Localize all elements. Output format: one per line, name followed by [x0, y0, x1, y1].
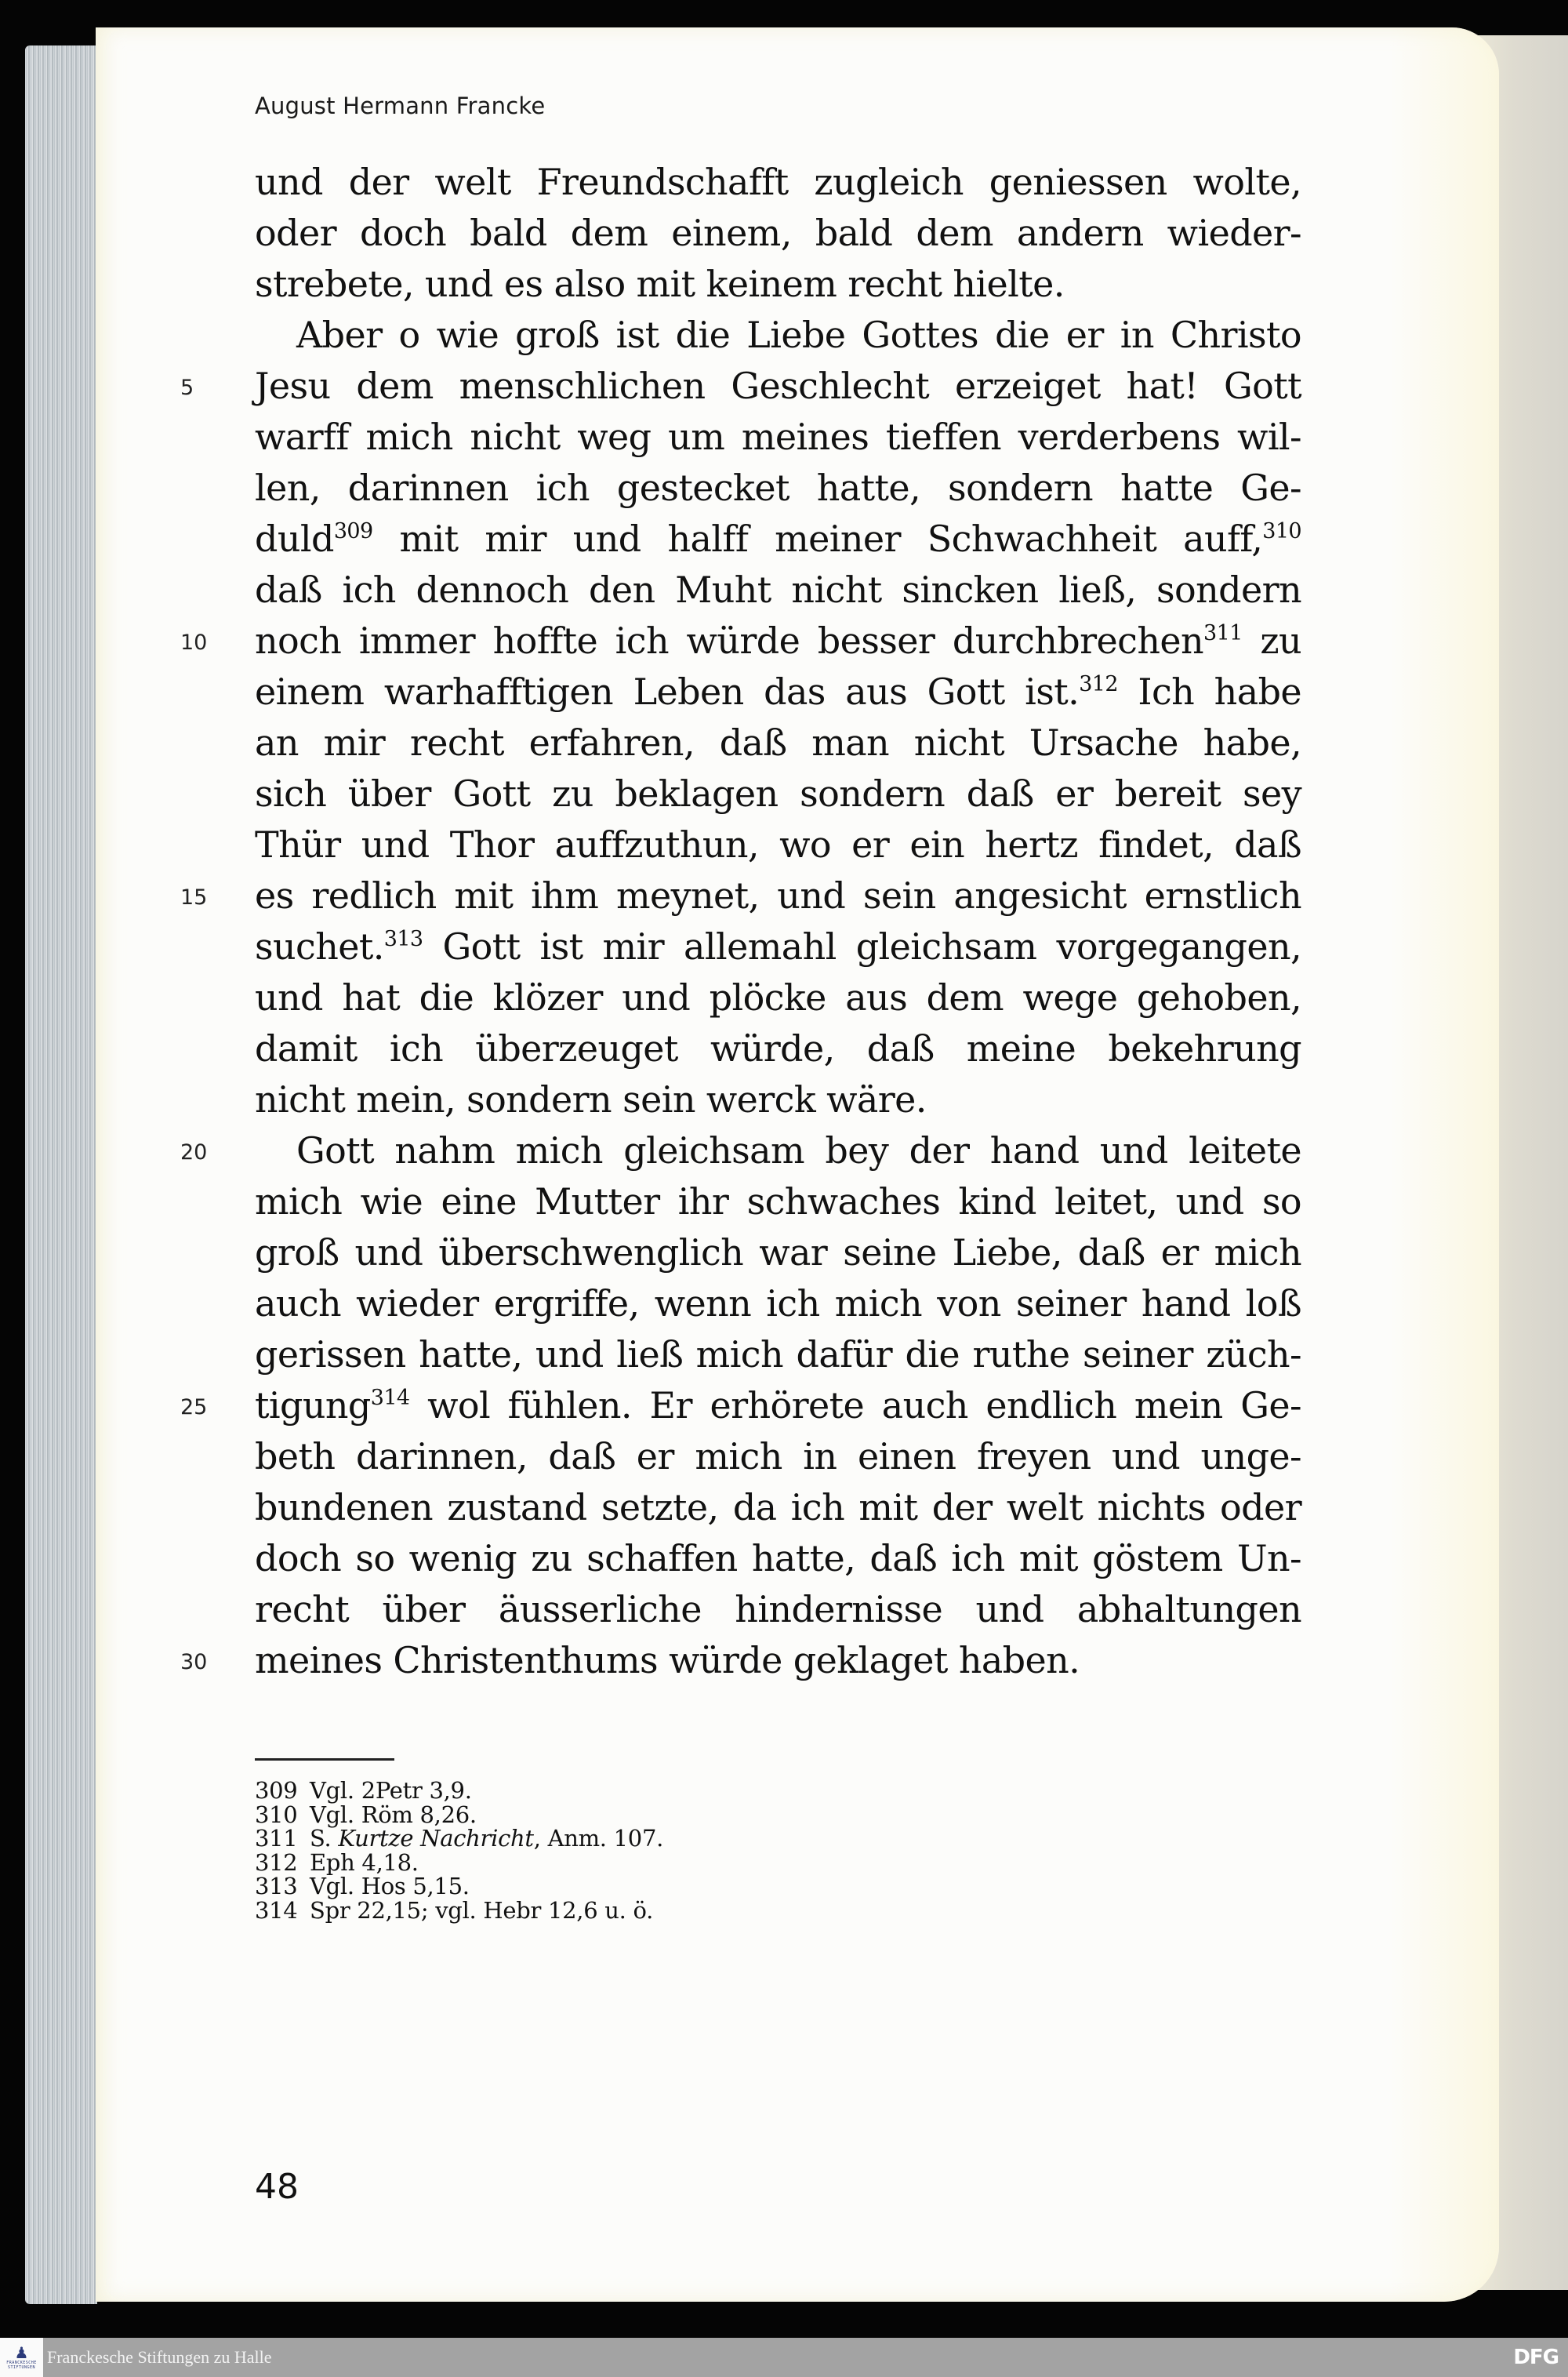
text-run: warff mich nicht weg um meines tieffen verderbens wil-: [255, 416, 1301, 458]
footnote: [255, 1874, 663, 1899]
text-line: [180, 361, 1301, 412]
footnote-title: Kurtze Nachricht: [338, 1825, 534, 1852]
footnote-ref[interactable]: 310: [1262, 519, 1301, 543]
footnote-number: 310: [255, 1801, 298, 1828]
text-run: doch so wenig zu schaffen hatte, daß ich mit göstem Un-: [255, 1537, 1301, 1579]
footnote-text: Eph 4,18.: [310, 1848, 419, 1876]
text-run: Thür und Thor auffzuthun, wo er ein hertz findet, daß: [255, 823, 1301, 866]
text-line: [255, 1329, 1301, 1380]
text-line: [255, 769, 1301, 820]
line-number: 25: [180, 1395, 208, 1419]
text-run: und hat die klözer und plöcke aus dem wege gehoben,: [255, 976, 1301, 1019]
footnote: [255, 1896, 663, 1924]
text-run: Ich habe: [1117, 671, 1302, 713]
text-line: [255, 157, 1301, 208]
line-number: 5: [180, 376, 194, 400]
text-line: [255, 1431, 1301, 1482]
institution-name[interactable]: Franckesche Stiftungen zu Halle: [47, 2347, 272, 2367]
page-stack-edge: [25, 45, 97, 2304]
text-run: mit mir und halff meiner Schwachheit auff,: [372, 518, 1263, 560]
francke-monument-icon: ♟: [14, 2343, 29, 2362]
text-run: duld: [255, 518, 334, 560]
text-line: [255, 1176, 1301, 1227]
text-line: [255, 565, 1301, 616]
line-number: 20: [180, 1140, 208, 1165]
text-line: [255, 1074, 1301, 1125]
text-run: bundenen zustand setzte, da ich mit der welt nichts oder: [255, 1486, 1301, 1528]
footnote-number: 311: [255, 1825, 298, 1852]
text-run: es redlich mit ihm meynet, und sein angesicht ernstlich: [255, 874, 1301, 917]
text-line: [255, 1227, 1301, 1278]
text-run: noch immer hoffte ich würde besser durchbrechen: [255, 620, 1204, 662]
text-run: Gott nahm mich gleichsam bey der hand und leitete: [296, 1129, 1301, 1172]
text-run: meines Christenthums würde geklaget haben.: [255, 1639, 1080, 1681]
body-text: [180, 157, 1302, 1686]
footnote: [255, 1848, 663, 1876]
footnote: [255, 1826, 663, 1851]
footnote: [255, 1779, 663, 1803]
text-line: [180, 1125, 1301, 1176]
text-run: damit ich überzeuget würde, daß meine bekehrung: [255, 1027, 1301, 1070]
text-run: tigung: [255, 1384, 371, 1427]
text-run: sich über Gott zu beklagen sondern daß er bereit sey: [255, 772, 1301, 815]
text-line: [255, 514, 1301, 565]
footnote-ref[interactable]: 311: [1203, 621, 1243, 645]
text-run: zu: [1242, 620, 1302, 662]
text-run: groß und überschwenglich war seine Liebe, daß er mich: [255, 1231, 1301, 1274]
line-number: 15: [180, 885, 208, 910]
footnote: [255, 1803, 663, 1827]
text-run: Gott ist mir allemahl gleichsam vorgegangen,: [423, 925, 1301, 968]
text-line: [255, 1023, 1301, 1074]
text-line: [255, 718, 1301, 769]
text-run: Aber o wie groß ist die Liebe Gottes die er in Christo: [296, 314, 1301, 356]
footnote-text: Vgl. Röm 8,26.: [310, 1801, 477, 1828]
footnote-number: 312: [255, 1848, 298, 1876]
text-run: auch wieder ergriffe, wenn ich mich von seiner hand loß: [255, 1282, 1301, 1325]
footnote-number: 314: [255, 1896, 298, 1924]
text-run: daß ich dennoch den Muht nicht sincken ließ, sondern: [255, 569, 1301, 611]
footnote-number: 313: [255, 1873, 298, 1899]
text-run: nicht mein, sondern sein werck wäre.: [255, 1078, 927, 1121]
text-run: len, darinnen ich gestecket hatte, sondern hatte Ge-: [255, 467, 1301, 509]
footnote-text: Vgl. 2Petr 3,9.: [310, 1777, 472, 1804]
footnotes: [255, 1779, 663, 1922]
text-run: suchet.: [255, 925, 384, 968]
footnote-rule: [255, 1758, 394, 1761]
footnote-text: S.: [310, 1825, 339, 1852]
dfg-logo[interactable]: DFG: [1513, 2346, 1559, 2369]
text-line: [255, 412, 1301, 463]
text-line: [255, 259, 1301, 310]
footnote-number: 309: [255, 1777, 298, 1804]
page-number: 48: [255, 2167, 299, 2207]
text-line: [180, 616, 1302, 667]
text-run: gerissen hatte, und ließ mich dafür die ruthe seiner züch-: [255, 1333, 1301, 1376]
text-run: strebete, und es also mit keinem recht hielte.: [255, 263, 1065, 305]
footnote-text: Spr 22,15; vgl. Hebr 12,6 u. ö.: [310, 1896, 654, 1924]
footnote-ref[interactable]: 312: [1079, 672, 1118, 696]
text-line: [255, 208, 1301, 259]
line-number: 30: [180, 1650, 208, 1674]
line-number: 10: [180, 631, 208, 655]
text-line: [255, 310, 1301, 361]
text-run: Jesu dem menschlichen Geschlecht erzeiget hat! Gott: [255, 365, 1301, 407]
footnote-ref[interactable]: 313: [383, 927, 423, 951]
footnote-text: Vgl. Hos 5,15.: [310, 1873, 470, 1899]
text-line: [255, 972, 1301, 1023]
footer-bar: [0, 2338, 1568, 2377]
logo-caption-1: FRANCKESCHE: [6, 2361, 37, 2365]
text-line: [255, 1482, 1301, 1533]
running-head: August Hermann Francke: [255, 93, 546, 119]
text-run: und der welt Freundschafft zugleich geniessen wolte,: [255, 161, 1301, 203]
text-run: einem warhafftigen Leben das aus Gott ist.: [255, 671, 1080, 713]
text-line: [180, 870, 1301, 921]
footnote-text: , Anm. 107.: [533, 1825, 664, 1852]
text-line: [180, 1380, 1301, 1431]
text-run: mich wie eine Mutter ihr schwaches kind leitet, und so: [255, 1180, 1301, 1223]
footnote-ref[interactable]: 314: [370, 1386, 410, 1410]
text-run: recht über äusserliche hindernisse und abhaltungen: [255, 1588, 1301, 1630]
francke-logo[interactable]: [0, 2338, 43, 2377]
logo-caption-2: STIFTUNGEN: [7, 2365, 36, 2370]
text-line: [255, 1278, 1301, 1329]
text-line: [255, 1584, 1301, 1635]
text-run: oder doch bald dem einem, bald dem andern wieder-: [255, 212, 1301, 254]
footnote-ref[interactable]: 309: [333, 519, 373, 543]
text-run: beth darinnen, daß er mich in einen freyen und unge-: [255, 1435, 1301, 1477]
text-line: [255, 1533, 1301, 1584]
text-run: wol fühlen. Er erhörete auch endlich mein Ge-: [409, 1384, 1301, 1427]
text-line: [255, 820, 1301, 870]
text-run: an mir recht erfahren, daß man nicht Ursache habe,: [255, 721, 1301, 764]
text-line: [255, 921, 1301, 972]
text-line: [180, 1635, 1301, 1686]
text-line: [255, 667, 1301, 718]
text-line: [255, 463, 1301, 514]
